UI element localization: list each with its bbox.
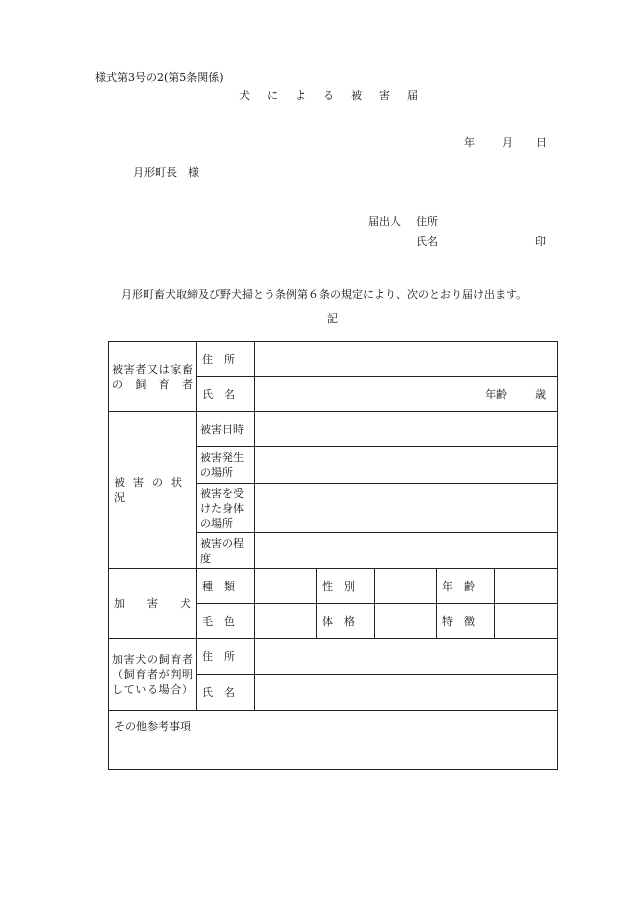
- statement: 月形町畜犬取締及び野犬掃とう条例第６条の規定により、次のとおり届け出ます。: [121, 288, 528, 301]
- age-unit: 歳: [535, 387, 547, 401]
- damage-degree-field[interactable]: [255, 533, 558, 569]
- owner-name-field[interactable]: [255, 675, 558, 711]
- damage-degree-label: 被害の程度: [197, 533, 255, 569]
- table-row: [109, 569, 558, 604]
- build-field[interactable]: [375, 604, 437, 639]
- date-day-label: 日: [536, 136, 547, 149]
- body-part-label: 被害を受けた身体の場所: [197, 484, 255, 533]
- victim-address-field[interactable]: [255, 342, 558, 377]
- body-part-field[interactable]: [255, 484, 558, 533]
- damage-place-label: 被害発生の場所: [197, 447, 255, 484]
- other-notes-label: その他参考事項: [114, 720, 191, 733]
- dog-age-field[interactable]: [495, 569, 558, 604]
- seal-label: 印: [535, 235, 546, 248]
- dog-age-label: 年 齢: [437, 569, 495, 604]
- owner-address-field[interactable]: [255, 639, 558, 675]
- breed-label: 種 類: [197, 569, 255, 604]
- table-row: [109, 342, 558, 377]
- victim-name-field[interactable]: [255, 377, 558, 412]
- breed-field[interactable]: [255, 569, 317, 604]
- table-row: [109, 412, 558, 447]
- date-year-label: 年: [464, 136, 475, 149]
- ki-heading: 記: [327, 312, 338, 325]
- damage-datetime-field[interactable]: [255, 412, 558, 447]
- features-field[interactable]: [495, 604, 558, 639]
- coat-color-label: 毛 色: [197, 604, 255, 639]
- sex-field[interactable]: [375, 569, 437, 604]
- features-label: 特 徴: [437, 604, 495, 639]
- table-row: [109, 711, 558, 770]
- applicant-label: 届出人: [368, 215, 401, 228]
- owner-address-label: 住 所: [197, 639, 255, 675]
- victim-name-label: 氏 名: [197, 377, 255, 412]
- other-notes-field[interactable]: [109, 711, 558, 770]
- damage-situation-label: 被害の状況: [109, 412, 197, 569]
- form-number: 様式第3号の2(第5条関係): [95, 71, 224, 84]
- age-label: 年齢: [485, 387, 508, 401]
- date-month-label: 月: [502, 136, 513, 149]
- attacking-dog-label: 加 害 犬: [109, 569, 197, 639]
- addressee: 月形町長 様: [133, 166, 199, 179]
- applicant-address-label: 住所: [416, 215, 438, 228]
- dog-owner-label: 加害犬の飼育者（飼育者が判明している場合）: [109, 639, 197, 711]
- owner-name-label: 氏 名: [197, 675, 255, 711]
- table-row: [109, 639, 558, 675]
- victim-address-label: 住 所: [197, 342, 255, 377]
- victim-label: 被害者又は家畜の飼育者: [109, 342, 197, 412]
- damage-datetime-label: 被害日時: [197, 412, 255, 447]
- document-title: 犬による被害届: [239, 89, 435, 102]
- coat-color-field[interactable]: [255, 604, 317, 639]
- build-label: 体 格: [317, 604, 375, 639]
- damage-place-field[interactable]: [255, 447, 558, 484]
- applicant-name-label: 氏名: [416, 235, 438, 248]
- sex-label: 性 別: [317, 569, 375, 604]
- damage-report-table: [108, 341, 558, 770]
